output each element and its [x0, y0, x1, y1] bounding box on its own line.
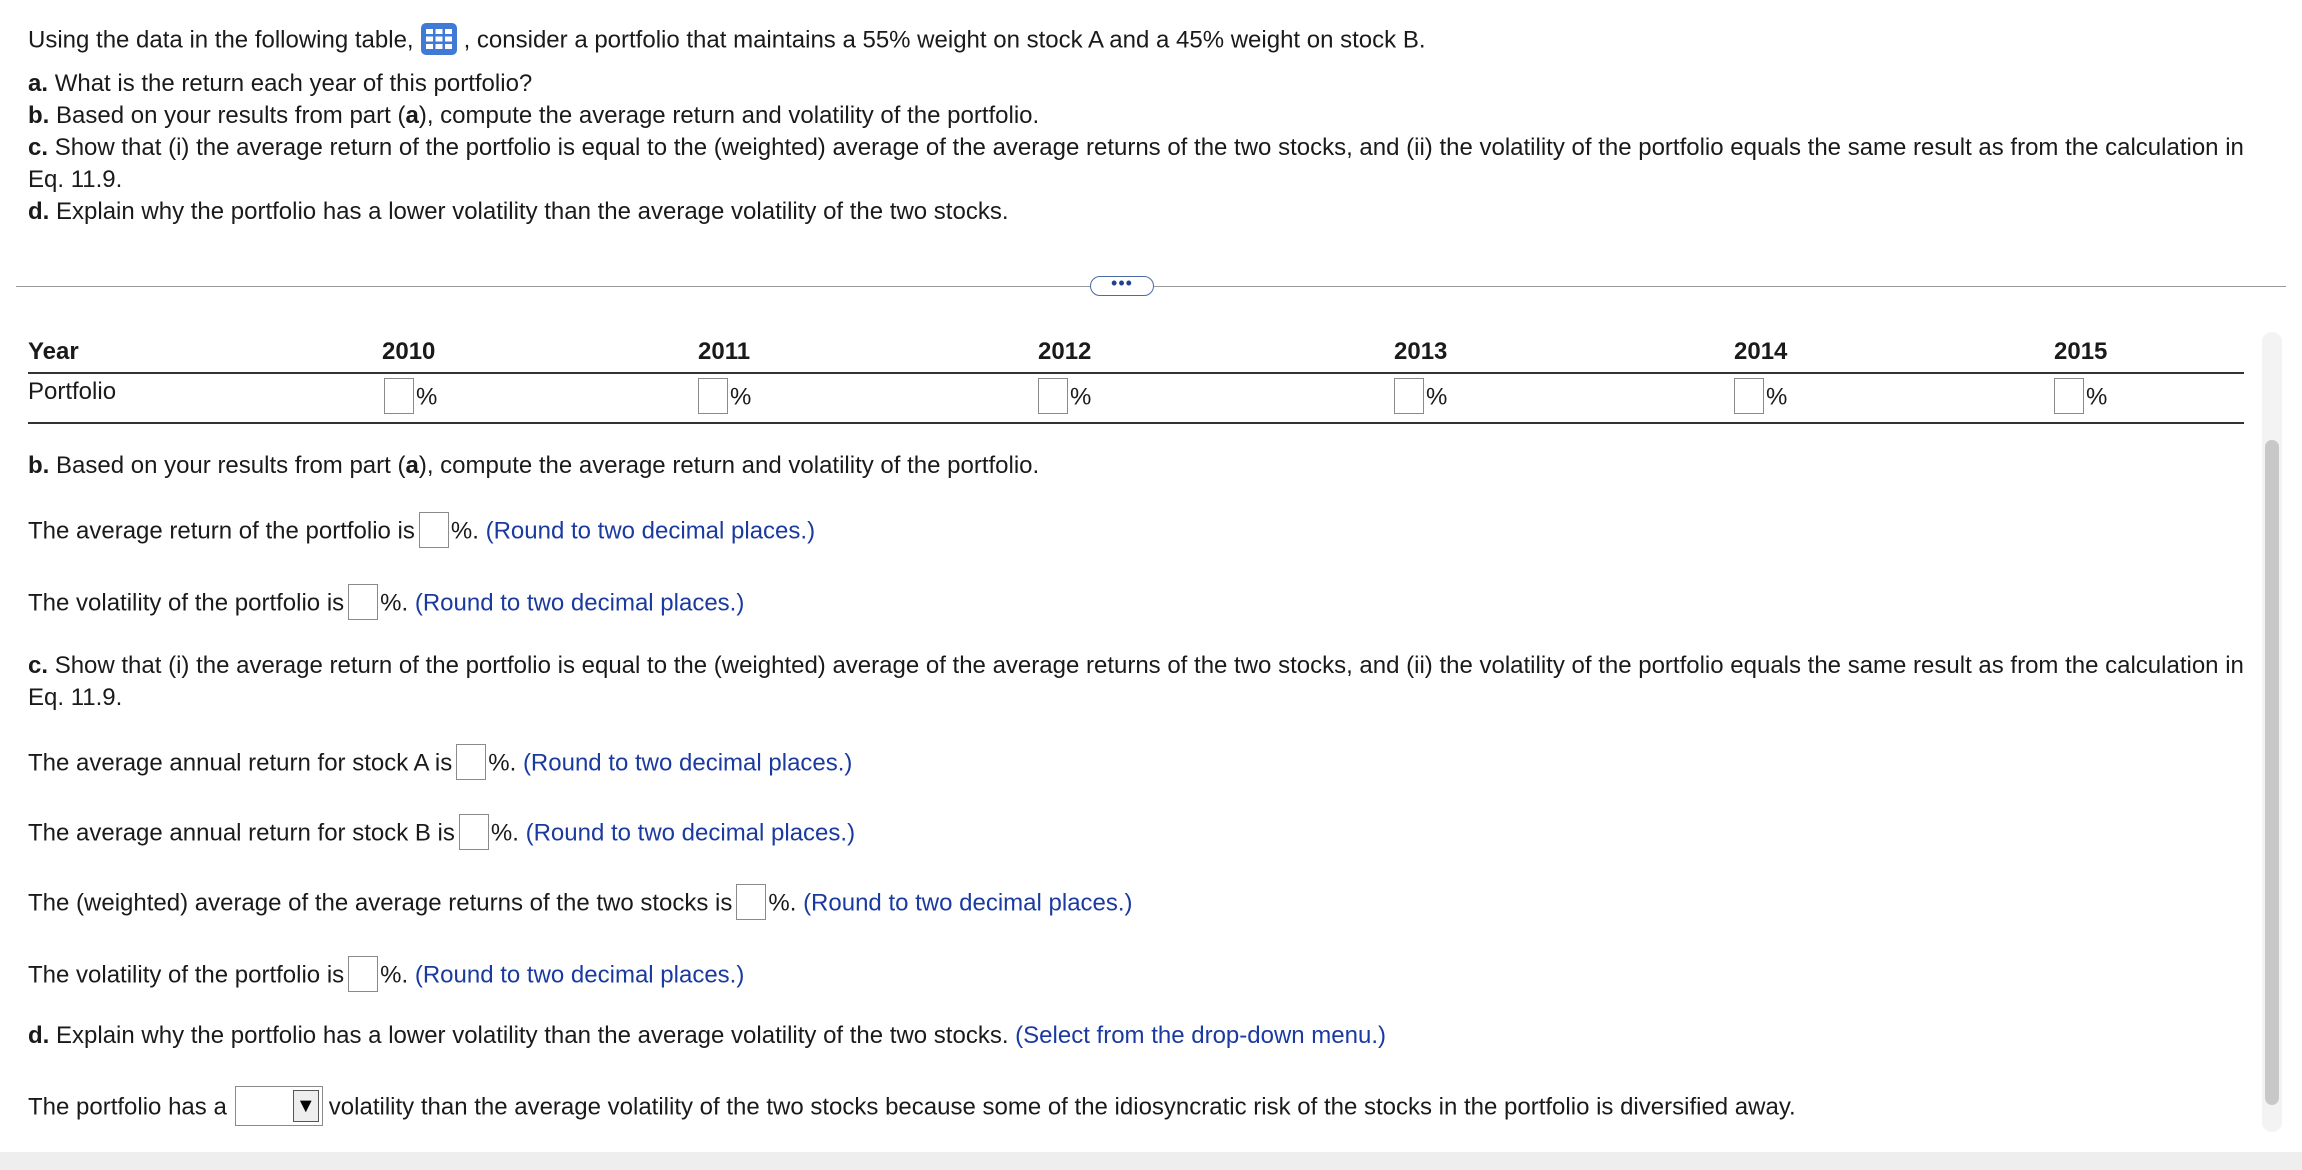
- table-header-year: Year: [28, 338, 79, 365]
- input-2010[interactable]: [384, 378, 414, 414]
- scrollbar-thumb[interactable]: [2265, 440, 2279, 1105]
- table-header-2010: 2010: [382, 338, 436, 365]
- question-part-b: b. Based on your results from part (a), compute the average return and volatility of the portfolio.: [28, 102, 1040, 129]
- portfolio-return-2011: %: [694, 378, 751, 418]
- avg-return-input[interactable]: [419, 512, 449, 548]
- volatility-dropdown[interactable]: [235, 1086, 323, 1126]
- portfolio-volatility-input[interactable]: [348, 956, 378, 992]
- stock-a-question: The average annual return for stock A is %. (Round to two decimal places.): [28, 744, 852, 784]
- table-header-2013: 2013: [1394, 338, 1448, 365]
- footer-bar: [0, 1152, 2302, 1170]
- table-rule-bottom: [28, 422, 2244, 424]
- question-part-c: c. Show that (i) the average return of the portfolio is equal to the (weighted) average of the average returns of the two stocks, and (ii) the volatility of the portfolio equals the same result as from the calculation in Eq. 11.9.: [28, 134, 2244, 193]
- avg-return-question: The average return of the portfolio is %. (Round to two decimal places.): [28, 512, 815, 552]
- question-intro: Using the data in the following table, , consider a portfolio that maintains a 55% weight on stock A and a 45% weight on stock B.: [28, 22, 1426, 60]
- table-header-2012: 2012: [1038, 338, 1092, 365]
- portfolio-return-2010: %: [380, 378, 437, 418]
- expand-more-button[interactable]: •••: [1090, 276, 1154, 296]
- stock-b-input[interactable]: [459, 814, 489, 850]
- weighted-average-question: The (weighted) average of the average returns of the two stocks is %. (Round to two decimal places.): [28, 884, 1133, 924]
- volatility-input[interactable]: [348, 584, 378, 620]
- stock-b-question: The average annual return for stock B is %. (Round to two decimal places.): [28, 814, 855, 854]
- stock-a-input[interactable]: [456, 744, 486, 780]
- dropdown-arrow-icon: ▼: [293, 1090, 319, 1122]
- input-2014[interactable]: [1734, 378, 1764, 414]
- table-icon[interactable]: [420, 22, 458, 56]
- weighted-average-input[interactable]: [736, 884, 766, 920]
- part-d-sentence: The portfolio has a ▼ volatility than the average volatility of the two stocks because some of the idiosyncratic risk of the stocks in the portfolio is diversified away.: [28, 1086, 1796, 1130]
- table-header-2014: 2014: [1734, 338, 1788, 365]
- table-rule-top: [28, 372, 2244, 374]
- table-header-2015: 2015: [2054, 338, 2108, 365]
- part-d-heading: d. Explain why the portfolio has a lower volatility than the average volatility of the two stocks. (Select from the drop-down menu.): [28, 1022, 1386, 1049]
- question-part-d: d. Explain why the portfolio has a lower volatility than the average volatility of the two stocks.: [28, 198, 1009, 225]
- input-2012[interactable]: [1038, 378, 1068, 414]
- volatility-question: The volatility of the portfolio is %. (Round to two decimal places.): [28, 584, 744, 624]
- portfolio-return-2015: %: [2050, 378, 2107, 418]
- part-c-heading: c. Show that (i) the average return of the portfolio is equal to the (weighted) average of the average returns of the two stocks, and (ii) the volatility of the portfolio equals the same result as from the calculation in Eq. 11.9.: [28, 652, 2244, 711]
- table-header-2011: 2011: [698, 338, 751, 365]
- portfolio-return-2012: %: [1034, 378, 1091, 418]
- portfolio-return-2014: %: [1730, 378, 1787, 418]
- portfolio-volatility-question: The volatility of the portfolio is %. (Round to two decimal places.): [28, 956, 744, 996]
- table-row-label: Portfolio: [28, 378, 117, 405]
- question-part-a: a. What is the return each year of this portfolio?: [28, 70, 533, 97]
- input-2015[interactable]: [2054, 378, 2084, 414]
- input-2011[interactable]: [698, 378, 728, 414]
- input-2013[interactable]: [1394, 378, 1424, 414]
- portfolio-return-2013: %: [1390, 378, 1447, 418]
- part-b-heading: b. Based on your results from part (a), compute the average return and volatility of the portfolio.: [28, 452, 1040, 479]
